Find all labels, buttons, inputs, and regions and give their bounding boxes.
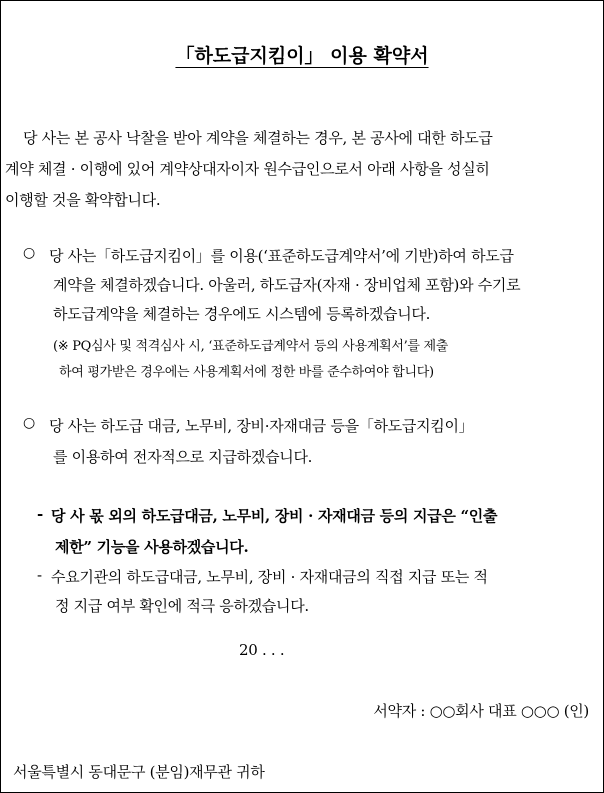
sub1-line-2: 제한” 기능을 사용하겠습니다. <box>55 538 249 556</box>
document-title-text: 「하도급지킴이」 이용 확약서 <box>175 45 429 67</box>
sub2-line-2: 정 지급 여부 확인에 적극 응하겠습니다. <box>55 597 309 615</box>
date-line: 20 . . . <box>239 641 285 659</box>
recipient-line: 서울특별시 동대문구 (분임)재무관 귀하 <box>13 763 265 781</box>
item1-note-line-1: (※ PQ심사 및 적격심사 시, ‘표준하도급계약서 등의 사용계획서’를 제출 <box>53 339 449 354</box>
signer-line: 서약자 : ○○회사 대표 ○○○ (인) <box>373 702 589 720</box>
document-title <box>1 41 603 68</box>
item1-line-1: 당 사는「하도급지킴이」를 이용(‘표준하도급계약서’에 기반)하여 하도급 <box>49 247 514 265</box>
sub1-line-1: 당 사 몫 외의 하도급대금, 노무비, 장비 · 자재대금 등의 지급은 “인출 <box>51 507 498 525</box>
dash-bullet-icon: - <box>37 566 42 584</box>
intro-line-1: 당 사는 본 공사 낙찰을 받아 계약을 체결하는 경우, 본 공사에 대한 하도급 <box>23 129 493 147</box>
item2-line-2: 를 이용하여 전자적으로 지급하겠습니다. <box>53 448 313 466</box>
dash-bullet-icon: - <box>37 505 43 523</box>
circle-bullet-icon: ○ <box>23 415 36 431</box>
circle-bullet-icon: ○ <box>23 245 36 261</box>
item2-line-1: 당 사는 하도급 대금, 노무비, 장비·자재대금 등을「하도급지킴이」 <box>49 417 474 435</box>
sub2-line-1: 수요기관의 하도급대금, 노무비, 장비 · 자재대금의 직접 지급 또는 적 <box>51 568 488 586</box>
item1-note-line-2: 하여 평가받은 경우에는 사용계획서에 정한 바를 준수하여야 합니다) <box>59 365 434 380</box>
item1-line-2: 계약을 체결하겠습니다. 아울러, 하도급자(자재 · 장비업체 포함)와 수기로 <box>53 276 521 294</box>
intro-line-2: 계약 체결 · 이행에 있어 계약상대자이자 원수급인으로서 아래 사항을 성실히 <box>5 160 490 178</box>
intro-line-3: 이행할 것을 확약합니다. <box>5 191 161 209</box>
item1-line-3: 하도급계약을 체결하는 경우에도 시스템에 등록하겠습니다. <box>53 305 431 323</box>
